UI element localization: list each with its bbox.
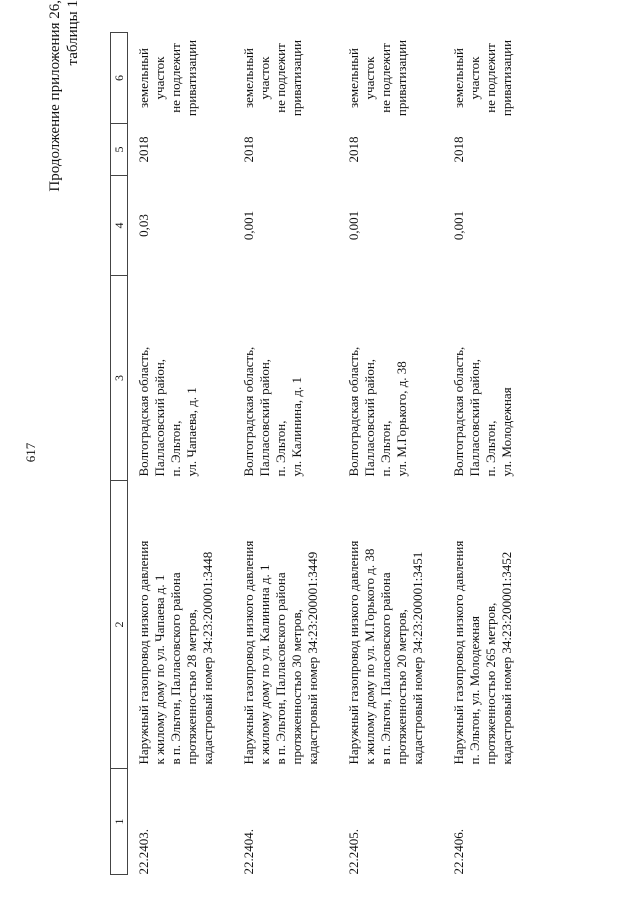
address-line: Палласовский район, [152, 358, 167, 477]
address-line: п. Эльтон, [273, 420, 288, 477]
note-line: участок [467, 56, 482, 100]
note-line: земельный [346, 48, 361, 108]
row-note [128, 33, 242, 124]
property-table [110, 32, 556, 875]
column-header: 6 [111, 33, 128, 124]
row-year: 2018 [346, 136, 361, 163]
note-line: не подлежит [378, 43, 393, 113]
address-line: Волгоградская область, [451, 346, 466, 477]
note-line: приватизации [289, 39, 304, 117]
column-header: 1 [111, 769, 128, 875]
row-year: 2018 [136, 136, 151, 163]
note-line: приватизации [184, 39, 199, 117]
row-address [451, 276, 556, 481]
note-line: земельный [136, 48, 151, 108]
address-line: Волгоградская область, [136, 346, 151, 477]
description-line: протяженностью 28 метров, [184, 609, 199, 765]
note-line: не подлежит [273, 43, 288, 113]
description-line: к жилому дому по ул. М.Горького д. 38 [362, 548, 377, 765]
note-line: не подлежит [168, 43, 183, 113]
description-line: кадастровый номер 34:23:200001:3451 [410, 551, 425, 765]
column-header: 2 [111, 481, 128, 769]
description-line: кадастровый номер 34:23:200001:3449 [305, 551, 320, 765]
description-line: Наружный газопровод низкого давления [241, 540, 256, 765]
row-address [128, 276, 242, 481]
row-number: 22.2404. [241, 829, 256, 875]
address-line: Палласовский район, [362, 358, 377, 477]
table-caption [46, 0, 82, 300]
description-line: кадастровый номер 34:23:200001:3452 [499, 551, 514, 765]
row-area: 0,001 [346, 210, 361, 241]
address-line: ул. Калинина, д. 1 [289, 377, 304, 477]
description-line: в п. Эльтон, Палласовского района [378, 572, 393, 765]
column-header: 3 [111, 276, 128, 481]
row-number: 22.2406. [451, 829, 466, 875]
row-year: 2018 [451, 136, 466, 163]
row-number: 22.2403. [136, 829, 151, 875]
address-line: Волгоградская область, [241, 346, 256, 477]
row-note [241, 33, 346, 124]
row-description [241, 481, 346, 769]
note-line: участок [152, 56, 167, 100]
row-area: 0,001 [451, 210, 466, 241]
description-line: Наружный газопровод низкого давления [346, 540, 361, 765]
description-line: протяженностью 20 метров, [394, 609, 409, 765]
note-line: не подлежит [483, 43, 498, 113]
address-line: п. Эльтон, [168, 420, 183, 477]
table-row [128, 33, 242, 875]
description-line: в п. Эльтон, Палласовского района [168, 572, 183, 765]
table-row [346, 33, 451, 875]
row-number: 22.2405. [346, 829, 361, 875]
description-line: Наружный газопровод низкого давления [451, 540, 466, 765]
address-line: Палласовский район, [257, 358, 272, 477]
row-year: 2018 [241, 136, 256, 163]
table-row [241, 33, 346, 875]
row-description [128, 481, 242, 769]
column-header: 4 [111, 176, 128, 276]
row-address [346, 276, 451, 481]
table-row [451, 33, 556, 875]
note-line: приватизации [394, 39, 409, 117]
description-line: к жилому дому по ул. Калинина д. 1 [257, 564, 272, 765]
address-line: ул. М.Горького, д. 38 [394, 361, 409, 477]
row-description [451, 481, 556, 769]
address-line: ул. Чапаева, д. 1 [184, 387, 199, 477]
caption-line-2: таблицы 1 [65, 0, 81, 66]
description-line: протяженностью 265 метров, [483, 602, 498, 765]
address-line: п. Эльтон, [378, 420, 393, 477]
page-number: 617 [23, 442, 38, 463]
description-line: кадастровый номер 34:23:200001:3448 [200, 551, 215, 765]
row-note [346, 33, 451, 124]
row-area: 0,03 [136, 214, 151, 237]
note-line: участок [362, 56, 377, 100]
address-line: ул. Молодежная [499, 387, 514, 477]
row-note [451, 33, 556, 124]
note-line: земельный [241, 48, 256, 108]
row-area: 0,001 [241, 210, 256, 241]
address-line: п. Эльтон, [483, 420, 498, 477]
note-line: земельный [451, 48, 466, 108]
column-header: 5 [111, 124, 128, 176]
note-line: участок [257, 56, 272, 100]
note-line: приватизации [499, 39, 514, 117]
description-line: Наружный газопровод низкого давления [136, 540, 151, 765]
address-line: Палласовский район, [467, 358, 482, 477]
row-address [241, 276, 346, 481]
description-line: п. Эльтон, ул. Молодежная [467, 616, 482, 765]
address-line: Волгоградская область, [346, 346, 361, 477]
description-line: к жилому дому по ул. Чапаева д. 1 [152, 574, 167, 765]
caption-line-1: Продолжение приложения 26, [47, 0, 63, 192]
row-description [346, 481, 451, 769]
description-line: в п. Эльтон, Палласовского района [273, 572, 288, 765]
description-line: протяженностью 30 метров, [289, 609, 304, 765]
header-row [111, 33, 128, 875]
